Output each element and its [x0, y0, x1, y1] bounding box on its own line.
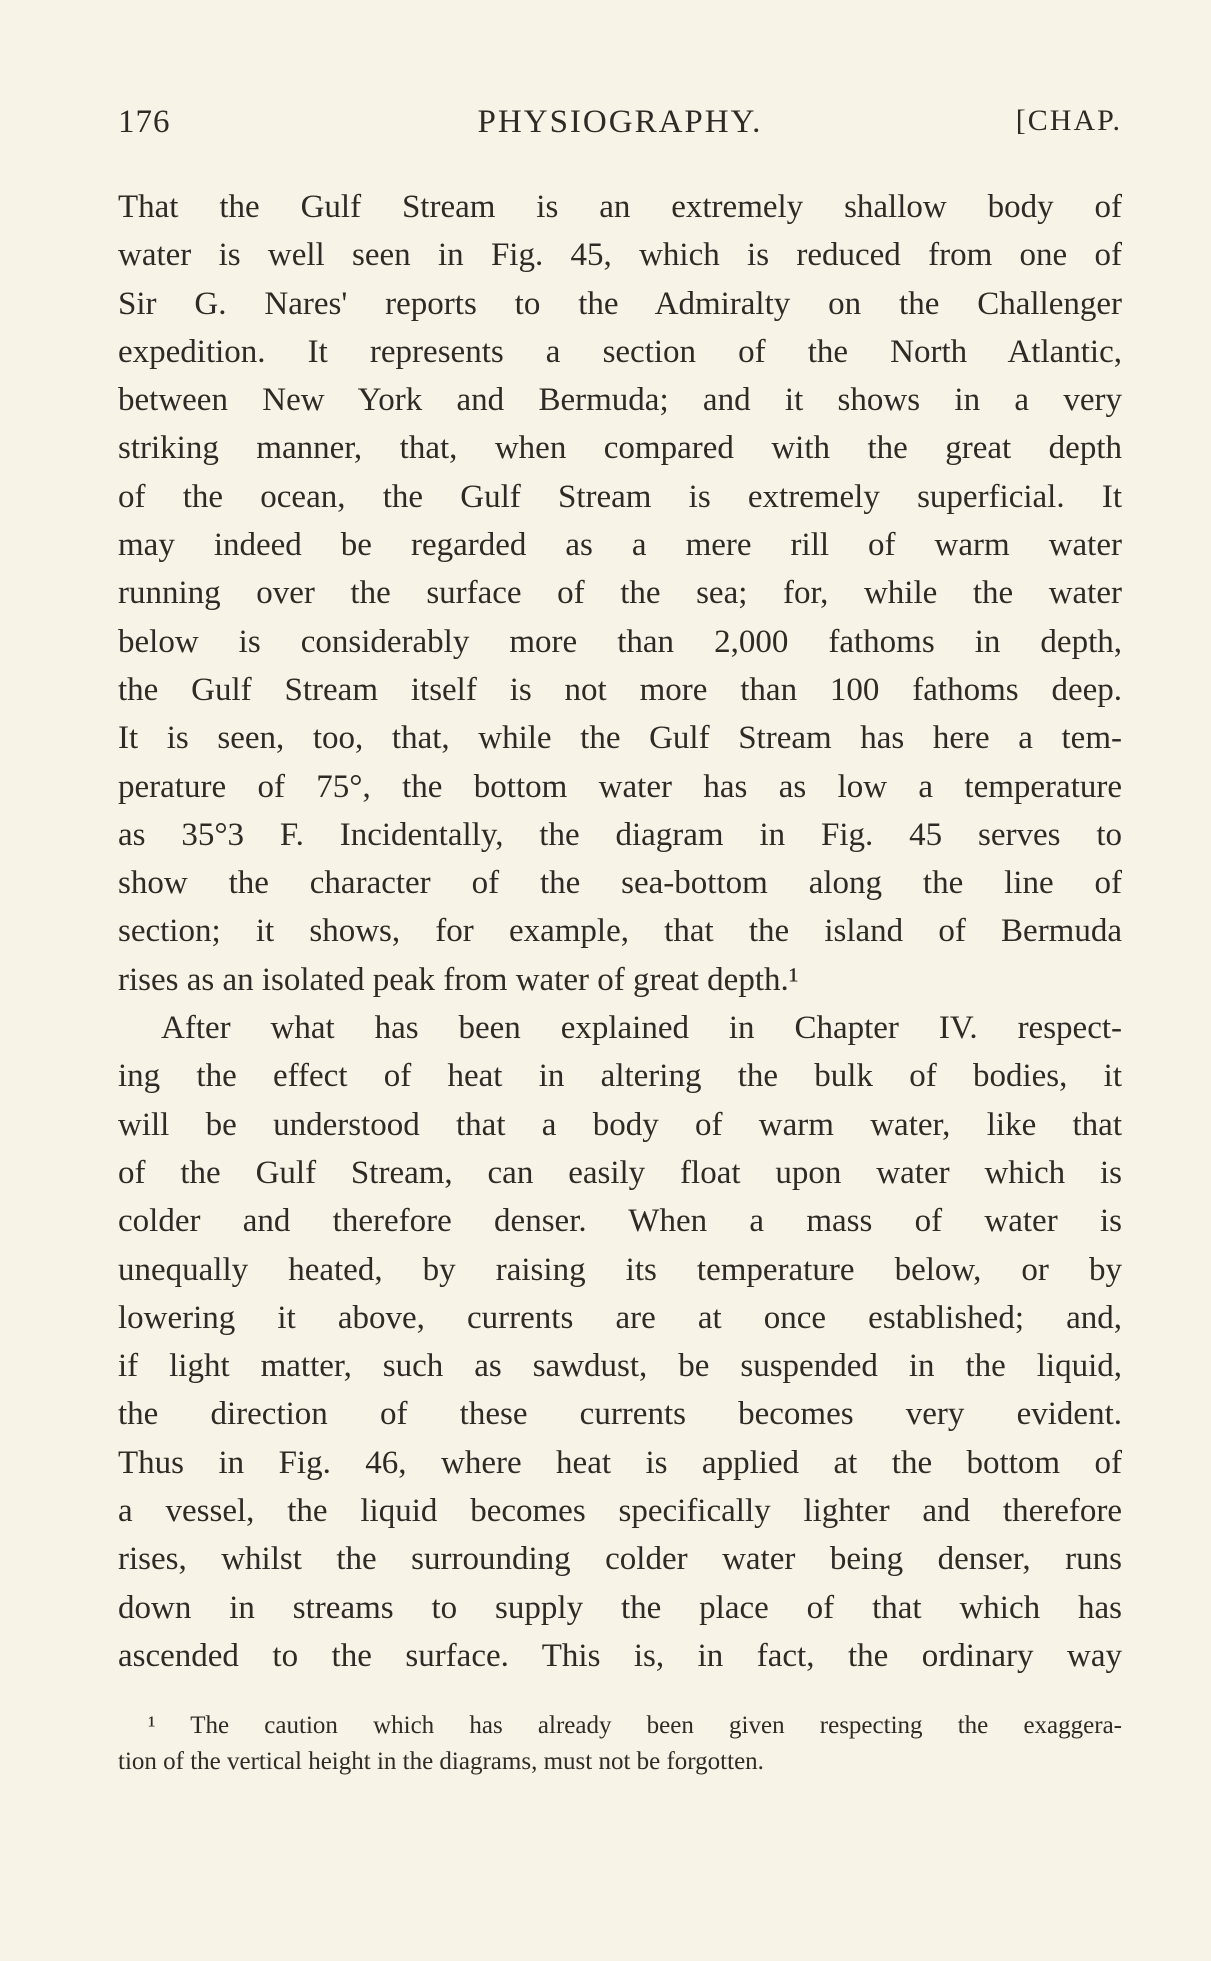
text-line: unequally heated, by raising its temperature below, or by — [118, 1251, 1122, 1288]
text-line: a vessel, the liquid becomes specifically lighter and therefore — [118, 1493, 1122, 1530]
text-line: may indeed be regarded as a mere rill of warm water — [118, 527, 1122, 564]
running-header — [118, 104, 1122, 154]
text-line: the Gulf Stream itself is not more than 100 fathoms deep. — [118, 671, 1122, 708]
text-line: Thus in Fig. 46, where heat is applied at the bottom of — [118, 1444, 1122, 1481]
running-title: PHYSIOGRAPHY. — [477, 104, 763, 140]
footnote-line: ¹ The caution which has already been given respecting the exaggera- — [148, 1712, 1122, 1739]
text-line: the direction of these currents becomes very evident. — [118, 1396, 1122, 1433]
text-line: section; it shows, for example, that the island of Bermuda — [118, 913, 1122, 950]
text-line: running over the surface of the sea; for, while the water — [118, 575, 1122, 612]
text-line: show the character of the sea-bottom along the line of — [118, 865, 1122, 902]
text-line: between New York and Bermuda; and it shows in a very — [118, 382, 1122, 419]
text-line: ing the effect of heat in altering the bulk of bodies, it — [118, 1058, 1122, 1095]
text-line: perature of 75°, the bottom water has as low a temperature — [118, 768, 1122, 805]
text-line: After what has been explained in Chapter IV. respect- — [161, 1010, 1122, 1047]
text-line: if light matter, such as sawdust, be suspended in the liquid, — [118, 1348, 1122, 1385]
text-line: ascended to the surface. This is, in fact, the ordinary way — [118, 1637, 1122, 1674]
body-text — [118, 183, 1122, 1680]
chapter-label: [CHAP. — [1015, 104, 1122, 137]
text-line: below is considerably more than 2,000 fathoms in depth, — [118, 623, 1122, 660]
text-line: of the ocean, the Gulf Stream is extremely superficial. It — [118, 478, 1122, 515]
text-line: That the Gulf Stream is an extremely shallow body of — [118, 189, 1122, 225]
text-line: It is seen, too, that, while the Gulf Stream has here a tem- — [118, 720, 1122, 757]
text-line: down in streams to supply the place of that which has — [118, 1589, 1122, 1626]
footnotes — [118, 1708, 1122, 1780]
text-line: striking manner, that, when compared with the great depth — [118, 430, 1122, 467]
text-line: as 35°3 F. Incidentally, the diagram in Fig. 45 serves to — [118, 816, 1122, 853]
text-line: of the Gulf Stream, can easily float upon water which is — [118, 1154, 1122, 1191]
text-line: Sir G. Nares' reports to the Admiralty on the Challenger — [118, 285, 1122, 322]
page-number: 176 — [118, 104, 171, 140]
text-line: rises, whilst the surrounding colder water being denser, runs — [118, 1541, 1122, 1578]
text-line: water is well seen in Fig. 45, which is reduced from one of — [118, 237, 1122, 274]
text-line: lowering it above, currents are at once established; and, — [118, 1299, 1122, 1336]
text-line: colder and therefore denser. When a mass of water is — [118, 1203, 1122, 1240]
text-line: expedition. It represents a section of the North Atlantic, — [118, 333, 1122, 370]
text-line: rises as an isolated peak from water of great depth.¹ — [118, 961, 799, 998]
footnote-line: tion of the vertical height in the diagrams, must not be forgotten. — [118, 1748, 764, 1775]
text-line: will be understood that a body of warm water, like that — [118, 1106, 1122, 1143]
